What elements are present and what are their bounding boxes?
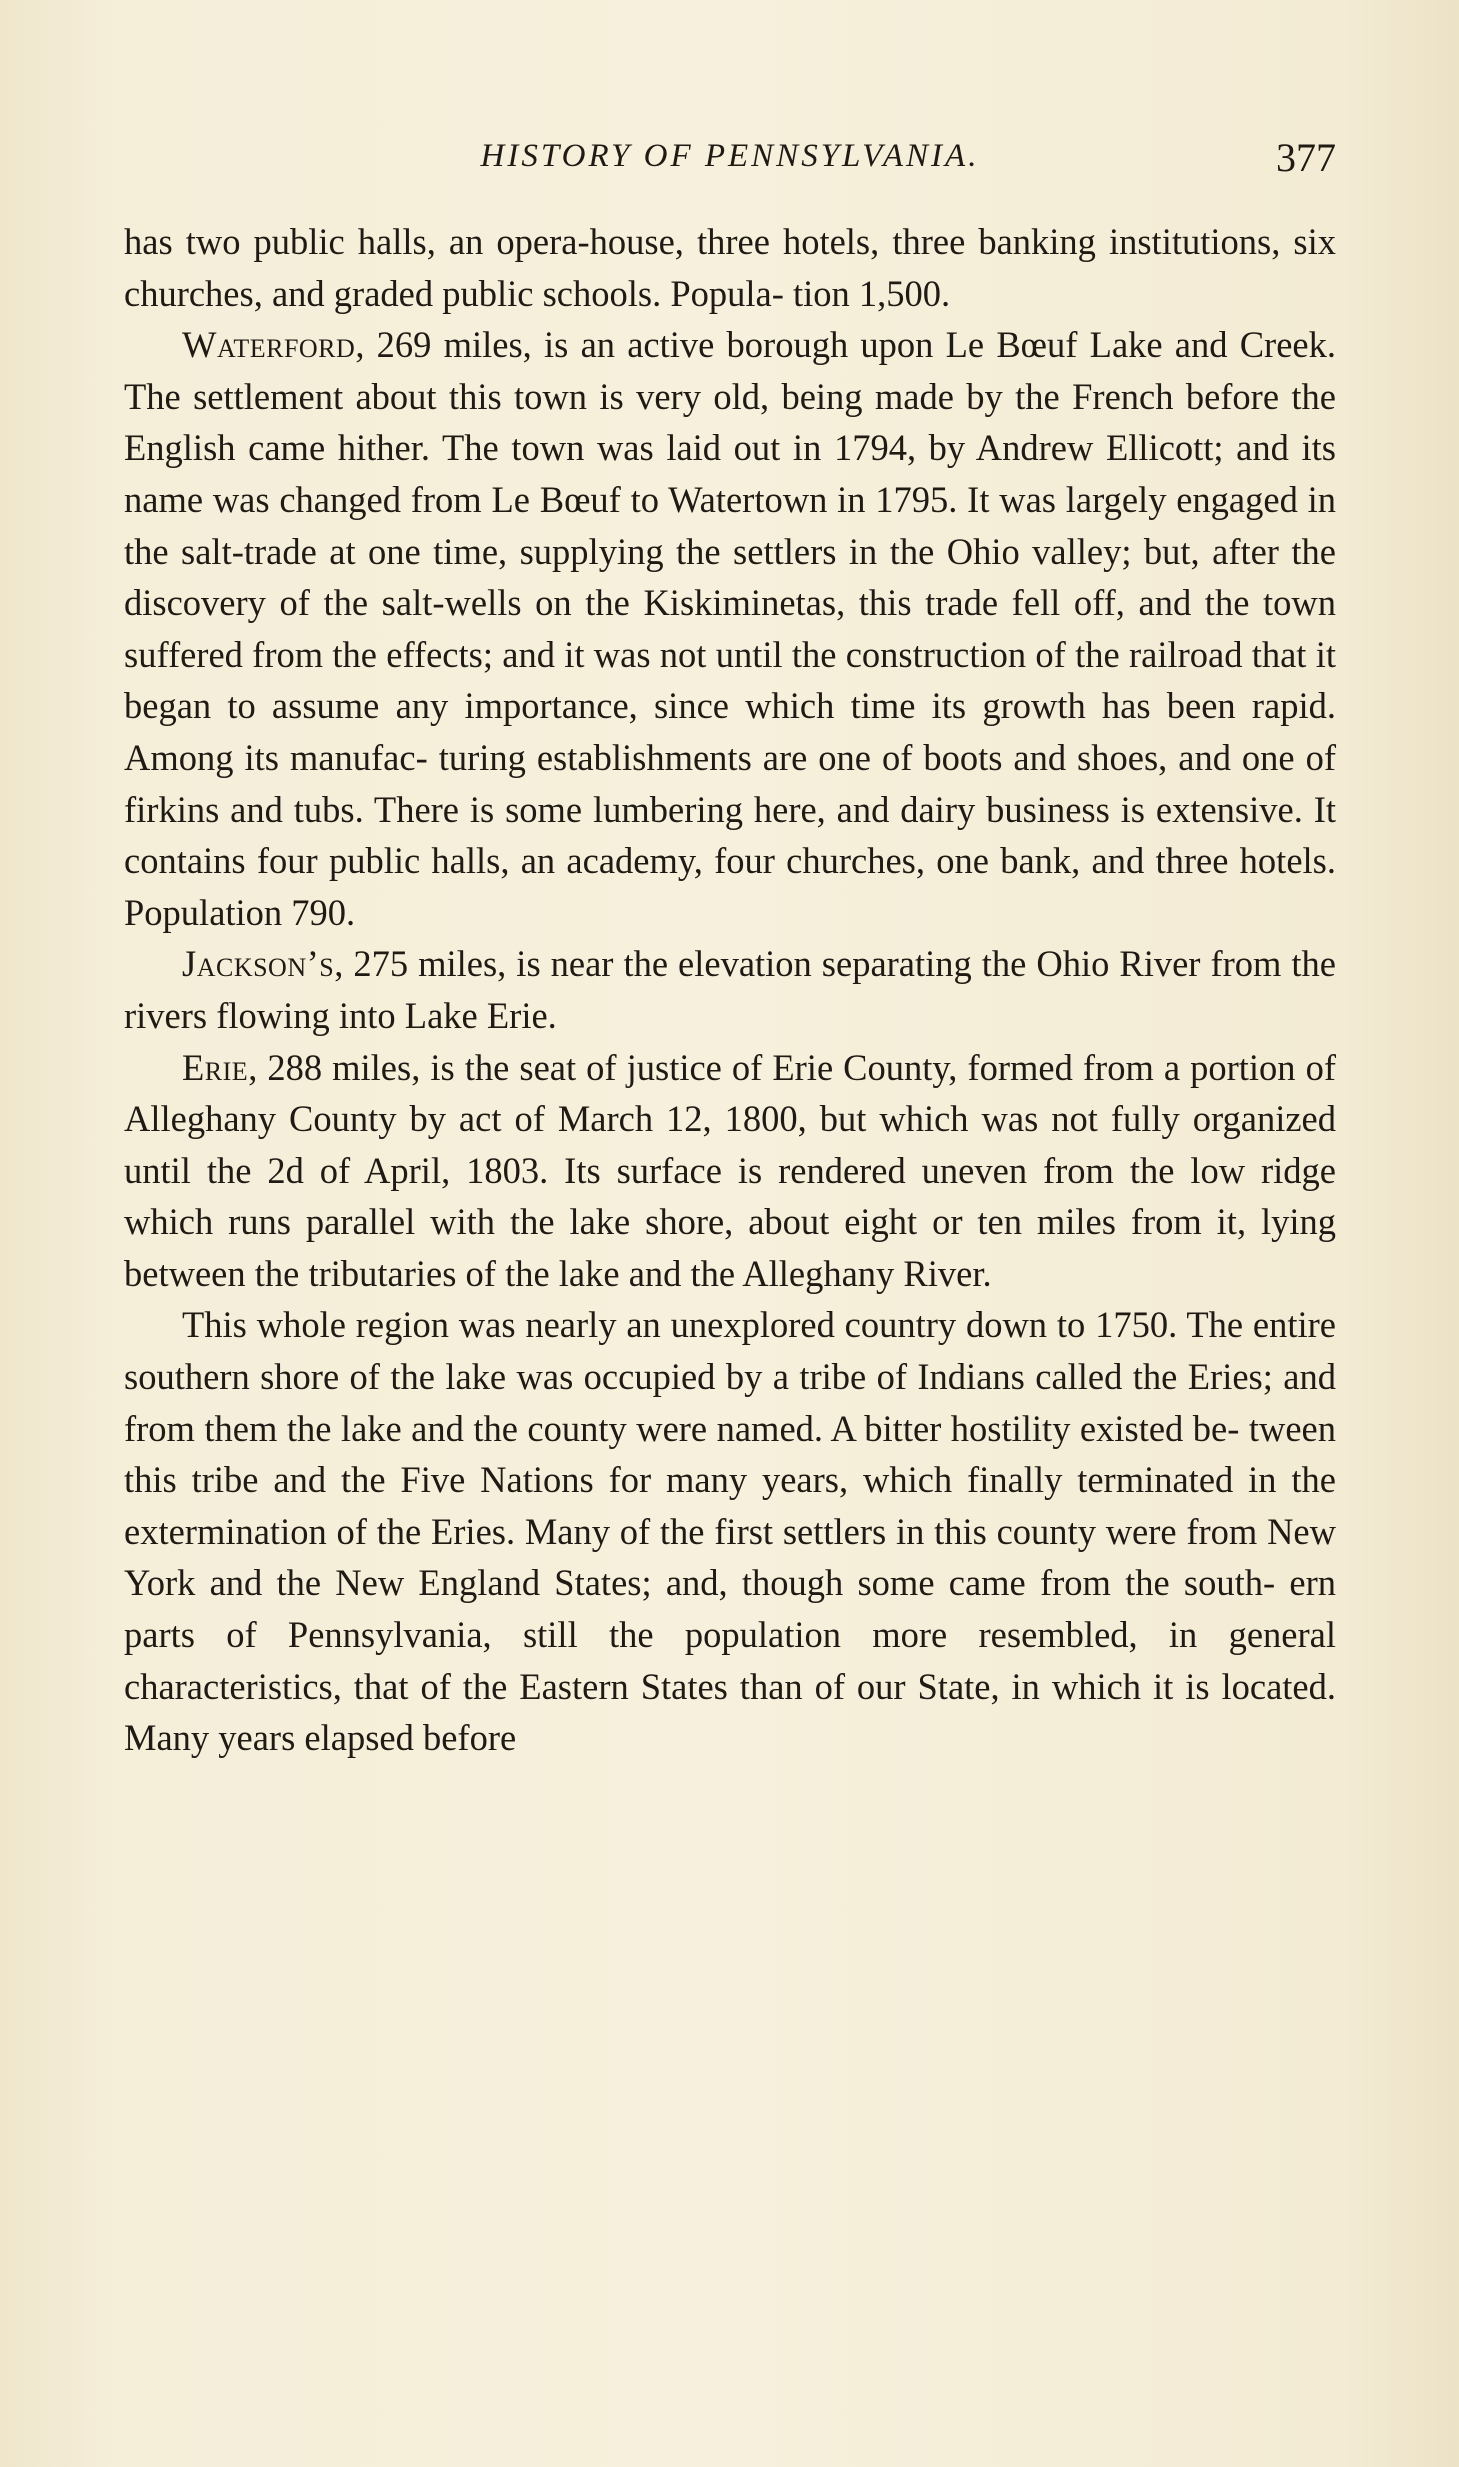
paragraph-text: , 275 miles, is near the elevation separating the Ohio River from the rivers flowing into Lake Erie. xyxy=(124,943,1336,1036)
paragraph-lead: Jackson’s xyxy=(182,943,335,985)
page-header xyxy=(124,135,1336,188)
paragraph-text: This whole region was nearly an unexplored country down to 1750. The entire southern shore of the lake was occupied by a tribe of Indians called the Eries; and from them the lake and the county were named. A bitter hostility existed be- tween this tribe and the Five Nations for many years, which finally terminated in the extermination of the Eries. Many of the first settlers in this county were from New York and the New England States; and, though some came from the south- ern parts of Pennsylvania, still the population more resembled, in general characteristics, that of the Eastern States than of our State, in which it is located. Many years elapsed before xyxy=(124,1304,1336,1759)
paragraph-text: , 288 miles, is the seat of justice of Erie County, formed from a portion of Alleghany County by act of March 12, 1800, but which was not fully organized until the 2d of April, 1803. Its surface is rendered uneven from the low ridge which runs parallel with the lake shore, about eight or ten miles from it, lying between the tributaries of the lake and the Alleghany River. xyxy=(124,1046,1336,1294)
paragraph-lead: Erie xyxy=(182,1046,249,1088)
body-text xyxy=(124,216,1336,1764)
paragraph-waterford xyxy=(124,319,1336,938)
paragraph-text: has two public halls, an opera-house, three hotels, three banking institutions, six churches, and graded public schools. Popula- tion 1,500. xyxy=(124,221,1336,314)
running-head: HISTORY OF PENNSYLVANIA. xyxy=(480,138,980,174)
paragraph-continuation xyxy=(124,216,1336,319)
paragraph-erie xyxy=(124,1042,1336,1300)
paragraph-text: , 269 miles, is an active borough upon Le Bœuf Lake and Creek. The settlement about this town is very old, being made by the French before the English came hither. The town was laid out in 1794, by Andrew Ellicott; and its name was changed from Le Bœuf to Watertown in 1795. It was largely engaged in the salt-trade at one time, supplying the settlers in the Ohio valley; but, after the discovery of the salt-wells on the Kiskiminetas, this trade fell off, and the town suffered from the effects; and it was not until the construction of the railroad that it began to assume any importance, since which time its growth has been rapid. Among its manufac- turing establishments are one of boots and shoes, and one of firkins and tubs. There is some lumbering here, and dairy business is extensive. It contains four public halls, an academy, four churches, one bank, and three hotels. Population 790. xyxy=(124,324,1336,933)
paragraph-lead: Waterford xyxy=(182,324,356,366)
page-number: 377 xyxy=(1276,135,1336,180)
paragraph-jacksons xyxy=(124,938,1336,1041)
paragraph-region xyxy=(124,1299,1336,1763)
